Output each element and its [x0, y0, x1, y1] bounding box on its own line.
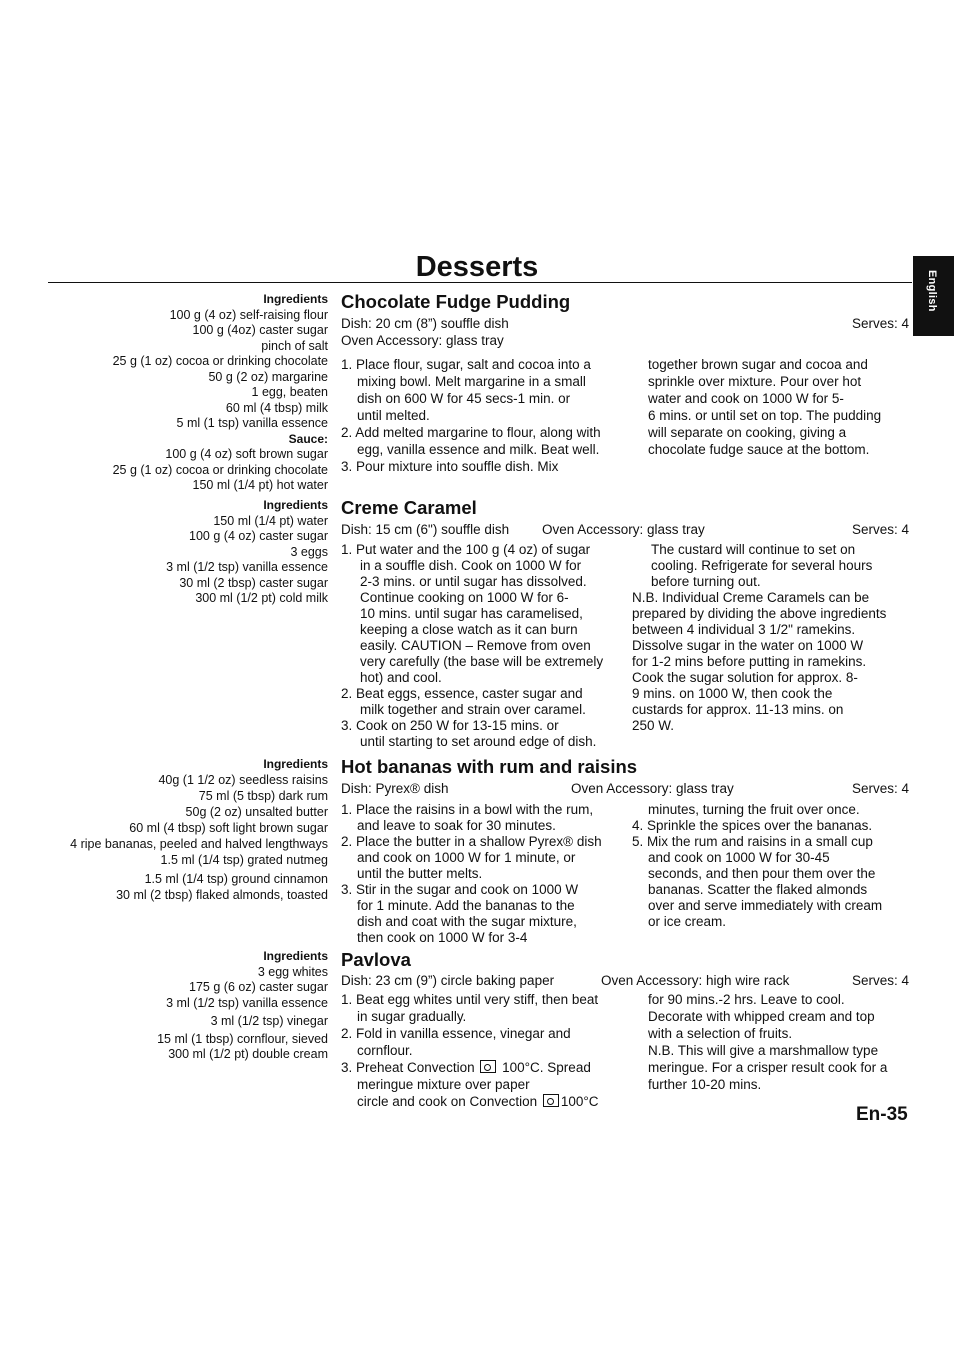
recipe-title-caramel: Creme Caramel: [341, 497, 477, 518]
sauce-heading: Sauce:: [288, 431, 328, 446]
method-line: seconds, and then pour them over the: [648, 866, 876, 881]
ingredient: 15 ml (1 tbsp) cornflour, sieved: [157, 1031, 328, 1046]
ingredients-heading: Ingredients: [263, 949, 328, 963]
method-line: Decorate with whipped cream and top: [648, 1009, 875, 1024]
method-line: chocolate fudge sauce at the bottom.: [648, 442, 870, 457]
bananas-ingredients: [40, 756, 328, 903]
page-title: Desserts: [415, 251, 539, 283]
language-tab-label: English: [926, 270, 938, 312]
method-text: circle and cook on Convection: [357, 1094, 538, 1109]
ingredient: 4 ripe bananas, peeled and halved lengthways: [70, 837, 328, 851]
language-tab: [913, 256, 954, 336]
accessory-info: Oven Accessory: glass tray: [571, 781, 734, 796]
ingredient: 150 ml (1/4 pt) water: [213, 513, 328, 528]
ingredient: 25 g (1 oz) cocoa or drinking chocolate: [112, 462, 328, 477]
ingredient: 300 ml (1/2 pt) cold milk: [195, 591, 328, 605]
ingredient: 50 g (2 oz) margarine: [208, 369, 328, 384]
accessory-info: Oven Accessory: glass tray: [341, 333, 504, 348]
method-line: prepared by dividing the above ingredients: [632, 606, 887, 621]
dish-info: Dish: 15 cm (6") souffle dish: [341, 522, 510, 537]
method-line: 1. Place the raisins in a bowl with the rum,: [341, 802, 594, 817]
method-line: in a souffle dish. Cook on 1000 W for: [360, 558, 582, 573]
method-line: N.B. Individual Creme Caramels can be: [632, 590, 870, 605]
method-text: 100°C: [560, 1094, 599, 1109]
method-line: Cook the sugar solution for approx. 8-: [632, 670, 858, 685]
method-line: N.B. This will give a marshmallow type: [648, 1043, 879, 1058]
method-line: further 10-20 mins.: [648, 1077, 762, 1092]
method-line: 1. Place flour, sugar, salt and cocoa into a: [341, 357, 591, 372]
caramel-ingredients: [40, 498, 328, 607]
dish-info: Dish: Pyrex® dish: [341, 781, 449, 796]
fudge-method-right: [648, 356, 881, 458]
method-line: between 4 individual 3 1/2" ramekins.: [632, 622, 856, 637]
method-line: minutes, turning the fruit over once.: [648, 802, 860, 817]
ingredient: 75 ml (5 tbsp) dark rum: [198, 789, 328, 803]
bananas-method-right: [632, 802, 882, 930]
convection-icon: [543, 1094, 559, 1107]
ingredient: 175 g (6 oz) caster sugar: [189, 980, 328, 994]
method-line: 10 mins. until sugar has caramelised,: [360, 606, 583, 621]
method-line: water and cook on 1000 W for 5-: [648, 391, 844, 406]
ingredient: 100 g (4 oz) caster sugar: [189, 529, 328, 543]
method-text: 3. Preheat Convection: [341, 1060, 475, 1075]
method-line: 6 mins. or until set on top. The pudding: [648, 408, 882, 423]
dish-info: Dish: 20 cm (8”) souffle dish: [341, 316, 509, 331]
method-line: before turning out.: [651, 574, 761, 589]
ingredient: 100 g (4 oz) soft brown sugar: [165, 447, 328, 461]
ingredients-heading: Ingredients: [263, 757, 328, 771]
ingredient: 100 g (4oz) caster sugar: [192, 323, 328, 337]
method-line: [341, 1059, 599, 1076]
method-line: for 1 minute. Add the bananas to the: [357, 898, 575, 913]
method-line: meringue mixture over paper: [357, 1077, 530, 1092]
method-line: for 1-2 mins before putting in ramekins.: [632, 654, 867, 669]
method-line: dish on 600 W for 45 secs-1 min. or: [357, 391, 571, 406]
ingredient: pinch of salt: [261, 338, 328, 353]
ingredient: 3 ml (1/2 tsp) vanilla essence: [166, 560, 328, 574]
caramel-method-left: [341, 542, 603, 750]
ingredient: 30 ml (2 tbsp) flaked almonds, toasted: [116, 888, 328, 902]
method-line: [341, 1093, 599, 1110]
method-line: 4. Sprinkle the spices over the bananas.: [632, 818, 873, 833]
caramel-method-right: [632, 542, 886, 734]
ingredient: 1.5 ml (1/4 tsp) ground cinnamon: [144, 872, 328, 886]
ingredients-heading: Ingredients: [263, 498, 328, 512]
serves-info: Serves: 4: [851, 522, 909, 537]
method-line: sprinkle over mixture. Pour over hot: [648, 374, 862, 389]
serves-info: Serves: 4: [851, 781, 909, 796]
pavlova-meta-row: [341, 972, 909, 989]
ingredient: 3 egg whites: [257, 964, 328, 979]
method-line: The custard will continue to set on: [651, 542, 856, 557]
method-line: with a selection of fruits.: [648, 1026, 793, 1041]
method-line: bananas. Scatter the flaked almonds: [648, 882, 868, 897]
ingredient: 300 ml (1/2 pt) double cream: [168, 1047, 328, 1061]
ingredient: 25 g (1 oz) cocoa or drinking chocolate: [112, 354, 328, 368]
method-line: custards for approx. 11-13 mins. on: [632, 702, 844, 717]
ingredients-heading: Ingredients: [263, 292, 328, 306]
bananas-method-left: [341, 802, 602, 946]
dish-info: Dish: 23 cm (9”) circle baking paper: [341, 973, 555, 988]
method-line: Dissolve sugar in the water on 1000 W: [632, 638, 864, 653]
method-line: cornflour.: [357, 1043, 413, 1058]
method-line: or ice cream.: [648, 914, 727, 929]
method-line: 250 W.: [632, 718, 675, 733]
ingredient: 3 eggs: [290, 544, 328, 559]
recipe-title-fudge: Chocolate Fudge Pudding: [341, 291, 571, 312]
accessory-info: Oven Accessory: glass tray: [542, 522, 705, 537]
method-line: keeping a close watch as it can burn: [360, 622, 578, 637]
method-line: until the butter melts.: [357, 866, 483, 881]
accessory-info: Oven Accessory: high wire rack: [601, 973, 790, 988]
method-line: 2. Fold in vanilla essence, vinegar and: [341, 1026, 571, 1041]
method-line: and cook on 1000 W for 1 minute, or: [357, 850, 576, 865]
method-line: very carefully (the base will be extremely: [360, 654, 604, 669]
method-line: easily. CAUTION – Remove from oven: [360, 638, 591, 653]
method-line: dish and coat with the sugar mixture,: [357, 914, 577, 929]
method-text: 100°C. Spread: [502, 1060, 591, 1075]
method-line: 2. Place the butter in a shallow Pyrex® dish: [341, 834, 602, 849]
method-line: milk together and strain over caramel.: [360, 702, 586, 717]
method-line: 2. Beat eggs, essence, caster sugar and: [341, 686, 583, 701]
method-line: 5. Mix the rum and raisins in a small cup: [632, 834, 873, 849]
ingredient: 5 ml (1 tsp) vanilla essence: [176, 416, 328, 430]
ingredient: 100 g (4 oz) self-raising flour: [169, 307, 328, 322]
fudge-meta-row: [341, 315, 909, 332]
fudge-method-left: [341, 356, 601, 475]
ingredient: 50g (2 oz) unsalted butter: [185, 805, 328, 819]
method-line: then cook on 1000 W for 3-4: [357, 930, 528, 945]
method-line: meringue. For a crisper result cook for a: [648, 1060, 888, 1075]
method-line: and cook on 1000 W for 30-45: [648, 850, 830, 865]
method-line: 3. Pour mixture into souffle dish. Mix: [341, 459, 559, 474]
ingredient: 40g (1 1/2 oz) seedless raisins: [158, 773, 328, 787]
method-line: egg, vanilla essence and milk. Beat well.: [357, 442, 600, 457]
method-line: 1. Put water and the 100 g (4 oz) of sugar: [341, 542, 591, 557]
convection-icon: [480, 1060, 496, 1073]
ingredient: 3 ml (1/2 tsp) vanilla essence: [166, 995, 328, 1010]
ingredient: 1 egg, beaten: [251, 385, 328, 399]
method-line: hot) and cool.: [360, 670, 442, 685]
title-divider: [48, 282, 912, 283]
method-line: over and serve immediately with cream: [648, 898, 883, 913]
method-line: and leave to soak for 30 minutes.: [357, 818, 556, 833]
method-line: mixing bowl. Melt margarine in a small: [357, 374, 586, 389]
method-line: until starting to set around edge of dish.: [360, 734, 597, 749]
pavlova-method-left: [341, 991, 599, 1110]
ingredient: 60 ml (4 tbsp) soft light brown sugar: [129, 821, 328, 835]
method-line: together brown sugar and cocoa and: [648, 357, 868, 372]
ingredient: 150 ml (1/4 pt) hot water: [192, 478, 328, 492]
method-line: 9 mins. on 1000 W, then cook the: [632, 686, 833, 701]
caramel-meta-row: [341, 521, 909, 538]
pavlova-method-right: [648, 991, 887, 1093]
ingredient: 1.5 ml (1/4 tsp) grated nutmeg: [160, 853, 328, 867]
pavlova-ingredients: [40, 949, 328, 1063]
serves-info: Serves: 4: [851, 316, 909, 331]
method-line: 2. Add melted margarine to flour, along with: [341, 425, 601, 440]
method-line: until melted.: [357, 408, 430, 423]
method-line: in sugar gradually.: [357, 1009, 467, 1024]
method-line: for 90 mins.-2 hrs. Leave to cool.: [648, 992, 845, 1007]
method-line: 3. Stir in the sugar and cook on 1000 W: [341, 882, 579, 897]
method-line: Continue cooking on 1000 W for 6-: [360, 590, 569, 605]
page-number: En-35: [856, 1104, 908, 1125]
method-line: 2-3 mins. or until sugar has dissolved.: [360, 574, 587, 589]
ingredient: 30 ml (2 tbsp) caster sugar: [179, 575, 328, 590]
fudge-ingredients: [40, 292, 328, 494]
recipe-title-pavlova: Pavlova: [341, 949, 411, 970]
method-line: will separate on cooking, giving a: [648, 425, 847, 440]
method-line: cooling. Refrigerate for several hours: [651, 558, 873, 573]
serves-info: Serves: 4: [851, 973, 909, 988]
method-line: 3. Cook on 250 W for 13-15 mins. or: [341, 718, 559, 733]
ingredient: 60 ml (4 tbsp) milk: [225, 400, 328, 415]
ingredient: 3 ml (1/2 tsp) vinegar: [210, 1014, 328, 1028]
bananas-meta-row: [341, 780, 909, 797]
method-line: 1. Beat egg whites until very stiff, then beat: [341, 992, 599, 1007]
recipe-title-bananas: Hot bananas with rum and raisins: [341, 756, 638, 777]
